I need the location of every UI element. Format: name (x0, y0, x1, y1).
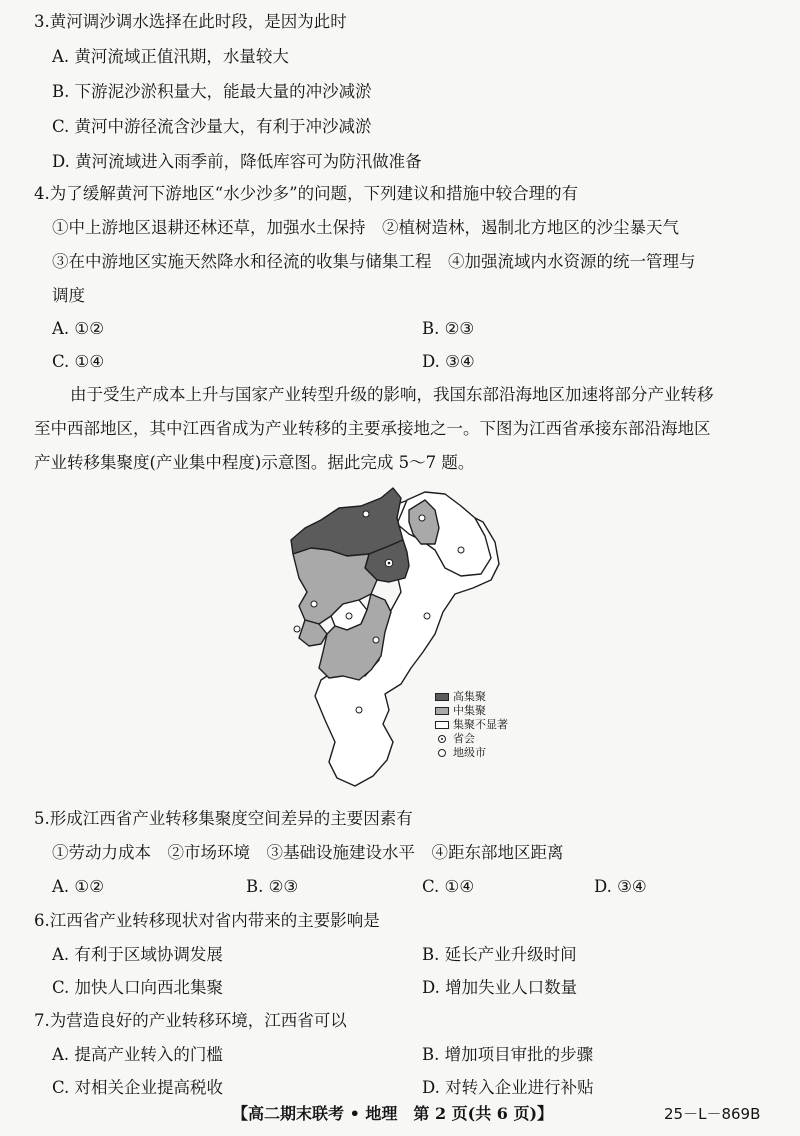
city-marker-9 (356, 707, 362, 713)
legend-none (435, 718, 508, 732)
q5-option-d: D. ③④ (594, 877, 647, 896)
footer-title: 【高二期末联考 • 地理 第 2 页(共 6 页)】 (232, 1104, 554, 1123)
city-marker-7 (373, 637, 379, 643)
q4-items-line2: ③在中游地区实施天然降水和径流的收集与储集工程 ④加强流域内水资源的统一管理与 (52, 252, 696, 271)
q7-option-c: C. 对相关企业提高税收 (52, 1078, 224, 1097)
q3-option-c: C. 黄河中游径流含沙量大，有利于冲沙减淤 (52, 117, 372, 136)
q3-option-a: A. 黄河流域正值汛期，水量较大 (52, 47, 289, 66)
q6-stem: 6.江西省产业转移现状对省内带来的主要影响是 (34, 911, 380, 930)
q6-option-b: B. 延长产业升级时间 (422, 945, 577, 964)
legend-medium (435, 704, 508, 718)
legend-city-label: 地级市 (453, 746, 486, 759)
legend-capital-label: 省会 (453, 732, 475, 745)
q5-stem: 5.形成江西省产业转移集聚度空间差异的主要因素有 (34, 809, 413, 828)
map-legend (435, 690, 508, 760)
footer-code: 25－L－869B (664, 1105, 761, 1123)
passage-line1: 由于受生产成本上升与国家产业转型升级的影响，我国东部沿海地区加速将部分产业转移 (70, 385, 714, 404)
q4-option-d: D. ③④ (422, 352, 475, 371)
city-marker-5 (294, 626, 300, 632)
city-marker-3 (458, 547, 464, 553)
q7-option-b: B. 增加项目审批的步骤 (422, 1045, 594, 1064)
legend-none-label: 集聚不显著 (453, 718, 508, 731)
q3-stem: 3.黄河调沙调水选择在此时段，是因为此时 (34, 12, 347, 31)
q5-option-c: C. ①④ (422, 877, 475, 896)
q5-items: ①劳动力成本 ②市场环境 ③基础设施建设水平 ④距东部地区距离 (52, 843, 564, 862)
legend-high-label: 高集聚 (453, 690, 486, 703)
passage-line3: 产业转移集聚度(产业集中程度)示意图。据此完成 5～7 题。 (34, 453, 475, 472)
q6-option-a: A. 有利于区域协调发展 (52, 945, 223, 964)
q4-option-c: C. ①④ (52, 352, 105, 371)
q7-option-a: A. 提高产业转入的门槛 (52, 1045, 223, 1064)
q4-option-a: A. ①② (52, 319, 104, 338)
capital-marker (385, 559, 393, 567)
legend-capital (435, 732, 508, 746)
q6-option-d: D. 增加失业人口数量 (422, 978, 578, 997)
city-marker-4 (311, 601, 317, 607)
q4-stem: 4.为了缓解黄河下游地区“水少沙多”的问题，下列建议和措施中较合理的有 (34, 184, 579, 203)
q4-items-line1: ①中上游地区退耕还林还草，加强水土保持 ②植树造林，遏制北方地区的沙尘暴天气 (52, 218, 679, 237)
q4-option-b: B. ②③ (422, 319, 475, 338)
legend-medium-label: 中集聚 (453, 704, 486, 717)
city-marker-6 (346, 613, 352, 619)
city-marker-8 (424, 613, 430, 619)
q3-option-d: D. 黄河流域进入雨季前，降低库容可为防汛做准备 (52, 152, 422, 171)
q3-option-b: B. 下游泥沙淤积量大，能最大量的冲沙减淤 (52, 82, 372, 101)
city-marker-1 (363, 511, 369, 517)
q7-stem: 7.为营造良好的产业转移环境，江西省可以 (34, 1011, 347, 1030)
legend-high-swatch (435, 693, 449, 701)
q6-option-c: C. 加快人口向西北集聚 (52, 978, 224, 997)
capital-icon (438, 735, 446, 743)
region-west-small-medium (299, 620, 327, 646)
region-northwest-high (291, 488, 403, 556)
city-icon (438, 749, 446, 757)
q7-option-d: D. 对转入企业进行补贴 (422, 1078, 594, 1097)
legend-high (435, 690, 508, 704)
legend-city (435, 746, 508, 760)
q5-option-a: A. ①② (52, 877, 104, 896)
legend-medium-swatch (435, 707, 449, 715)
q5-option-b: B. ②③ (246, 877, 299, 896)
legend-none-swatch (435, 721, 449, 729)
q4-items-line3: 调度 (52, 286, 85, 305)
city-marker-2 (419, 515, 425, 521)
passage-line2: 至中西部地区，其中江西省成为产业转移的主要承接地之一。下图为江西省承接东部沿海地区 (34, 419, 711, 438)
